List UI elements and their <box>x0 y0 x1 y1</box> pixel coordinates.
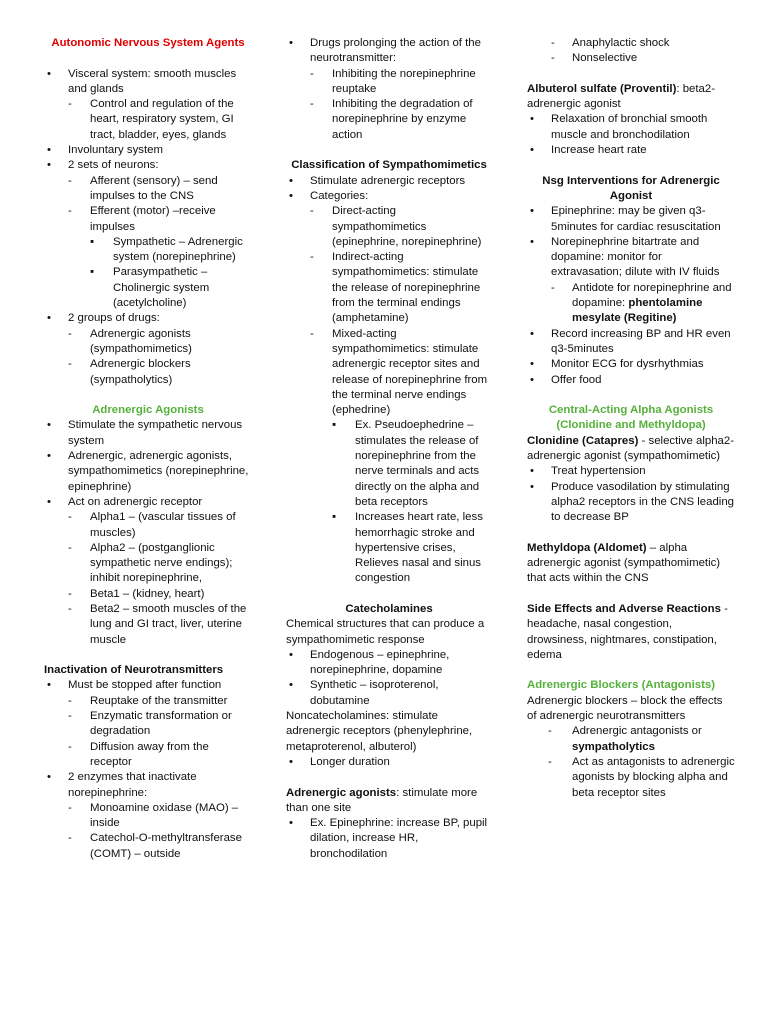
text-run: : beta2-adrenergic agonist <box>527 82 715 111</box>
dash-marker: - <box>548 725 552 738</box>
dash-marker: - <box>68 511 72 524</box>
bullet-icon: • <box>47 159 51 172</box>
list-item <box>44 801 252 832</box>
list-item-text: Stimulate the sympathetic nervous system <box>68 419 243 447</box>
paragraph <box>527 434 735 465</box>
list-item-text: Diffusion away from the receptor <box>90 740 209 768</box>
list-item-text: Visceral system: smooth muscles and glands <box>68 67 237 95</box>
text-run: – alpha adrenergic agonist (sympathomimetic) that acts within the CNS <box>527 541 721 585</box>
bullet-icon: • <box>289 817 293 830</box>
list-item-text: Norepinephrine bitartrate and dopamine: monitor for extravasation; dilute with IV fluids <box>551 235 720 279</box>
spacer <box>527 663 735 678</box>
column-2 <box>286 36 492 862</box>
list-item <box>286 250 492 326</box>
text-run: sympatholytics <box>572 740 655 753</box>
bullet-icon: • <box>47 144 51 157</box>
text-run: Antidote for norepinephrine and dopamine: <box>572 281 732 310</box>
list-item <box>286 174 492 189</box>
list-item <box>44 740 252 771</box>
list-item <box>286 678 492 709</box>
text-run: Adrenergic agonists <box>286 786 397 799</box>
text-run: phentolamine mesylate (Regitine) <box>572 297 703 325</box>
spacer <box>44 388 252 403</box>
paragraph <box>527 82 735 113</box>
square-bullet-icon: ▪ <box>332 419 337 432</box>
list-item <box>44 831 252 862</box>
list-item-text: Ex. Pseudoephedrine – stimulates the release of norepinephrine from the nerve terminals and acts directly on the alpha and beta receptors <box>355 419 480 508</box>
bullet-icon: • <box>47 419 51 432</box>
section-title: Classification of Sympathomimetics <box>291 159 487 172</box>
dash-marker: - <box>310 67 314 80</box>
list-item <box>44 449 252 495</box>
paragraph <box>527 678 735 693</box>
list-item-text: Beta2 – smooth muscles of the lung and GI tract, liver, uterine muscle <box>90 602 247 646</box>
text-run: Side Effects and Adverse Reactions <box>527 602 721 615</box>
spacer <box>527 388 735 403</box>
bullet-icon: • <box>289 174 293 187</box>
bullet-icon: • <box>530 465 534 478</box>
list-item-text: Inhibiting the degradation of norepinephrine by enzyme action <box>332 98 473 141</box>
list-item-text: Indirect-acting sympathomimetics: stimulate the release of norepinephrine from the terminal endings (amphetamine) <box>332 251 481 325</box>
list-item <box>44 235 252 266</box>
list-item <box>286 97 492 143</box>
paragraph <box>527 541 735 587</box>
list-item-text: Drugs prolonging the action of the neurotransmitter: <box>310 37 481 65</box>
text-run: Albuterol sulfate (Proventil) <box>527 82 677 95</box>
list-item <box>44 158 252 173</box>
bullet-icon: • <box>530 205 534 218</box>
text-run: Adrenergic blockers – block the effects of adrenergic neurotransmitters <box>527 694 723 723</box>
list-item-text: Parasympathetic – Cholinergic system (acetylcholine) <box>113 266 210 310</box>
list-item-text: Sympathetic – Adrenergic system (norepinephrine) <box>113 235 243 264</box>
bullet-icon: • <box>289 679 293 692</box>
list-item <box>527 373 735 388</box>
list-item <box>44 510 252 541</box>
list-item <box>527 755 735 801</box>
bullet-icon: • <box>289 755 293 768</box>
list-item <box>286 418 492 510</box>
bullet-icon: • <box>289 189 293 202</box>
spacer <box>527 526 735 541</box>
list-item-text: Act as antagonists to adrenergic agonists by blocking alpha and beta receptor sites <box>572 755 735 799</box>
list-item-text: Afferent (sensory) – send impulses to the CNS <box>90 174 218 202</box>
list-item <box>286 327 492 419</box>
list-item <box>44 311 252 326</box>
list-item-text: 2 sets of neurons: <box>68 159 159 172</box>
bullet-icon: • <box>289 648 293 661</box>
list-item-text: Monoamine oxidase (MAO) – inside <box>90 801 239 830</box>
list-item <box>44 327 252 358</box>
list-item-text: Nonselective <box>572 52 638 65</box>
list-item-text: Stimulate adrenergic receptors <box>310 174 466 187</box>
paragraph <box>286 617 492 648</box>
list-item <box>527 724 735 755</box>
bullet-icon: • <box>47 312 51 325</box>
list-item-text: Adrenergic blockers (sympatholytics) <box>90 358 191 386</box>
bullet-icon: • <box>530 144 534 157</box>
spacer <box>527 67 735 82</box>
bullet-icon: • <box>530 113 534 126</box>
list-item <box>44 678 252 693</box>
dash-marker: - <box>310 205 314 218</box>
list-item-text: Alpha1 – (vascular tissues of muscles) <box>90 511 236 539</box>
list-item-text: Direct-acting sympathomimetics (epinephrine, norepinephrine) <box>332 205 482 248</box>
paragraph <box>286 786 492 817</box>
list-item <box>44 602 252 648</box>
list-item-text: Catechol-O-methyltransferase (COMT) – outside <box>90 832 242 860</box>
list-item-text: Involuntary system <box>68 144 163 157</box>
list-item-text: Record increasing BP and HR even q3-5minutes <box>551 327 731 355</box>
column-1 <box>44 36 252 862</box>
list-item-text: Must be stopped after function <box>68 679 222 692</box>
dash-marker: - <box>68 801 72 814</box>
paragraph <box>527 694 735 725</box>
list-item-text: 2 groups of drugs: <box>68 312 160 325</box>
dash-marker: - <box>68 205 72 218</box>
bullet-icon: • <box>530 373 534 386</box>
spacer <box>44 51 252 66</box>
dash-marker: - <box>68 358 72 371</box>
list-item <box>44 770 252 801</box>
spacer <box>527 158 735 173</box>
square-bullet-icon: ▪ <box>90 235 95 248</box>
list-item <box>286 648 492 679</box>
list-item <box>527 143 735 158</box>
list-item-text: Alpha2 – (postganglionic sympathetic nerve endings); inhibit norepinephrine, <box>90 541 233 585</box>
list-item-text: Efferent (motor) –receive impulses <box>90 205 216 233</box>
list-item <box>44 174 252 205</box>
dash-marker: - <box>548 755 552 768</box>
dash-marker: - <box>68 694 72 707</box>
list-item-text: Treat hypertension <box>551 465 646 478</box>
paragraph <box>286 709 492 755</box>
text-run: Clonidine (Catapres) <box>527 434 639 447</box>
spacer <box>286 143 492 158</box>
bullet-icon: • <box>530 480 534 493</box>
dash-marker: - <box>551 52 555 65</box>
text-run: Noncatecholamines: stimulate adrenergic receptors (phenylephrine, metaproterenol, albuterol) <box>286 710 473 753</box>
list-item <box>44 357 252 388</box>
list-item-text: Increases heart rate, less hemorrhagic stroke and hypertensive crises, Relieves nasal and sinus congestion <box>355 511 483 585</box>
list-item <box>44 67 252 98</box>
text-run: Chemical structures that can produce a sympathomimetic response <box>286 618 485 646</box>
dash-marker: - <box>551 37 555 49</box>
list-item <box>286 510 492 586</box>
section-title: Nsg Interventions for Adrenergic Agonist <box>542 174 720 202</box>
list-item <box>286 755 492 770</box>
list-item <box>527 281 735 327</box>
square-bullet-icon: ▪ <box>332 511 337 524</box>
list-item-text: Relaxation of bronchial smooth muscle and bronchodilation <box>551 113 708 141</box>
list-item-text: 2 enzymes that inactivate norepinephrine: <box>68 771 197 799</box>
section-title: Catecholamines <box>345 602 433 615</box>
dash-marker: - <box>310 98 314 111</box>
list-item-text: Endogenous – epinephrine, norepinephrine, dopamine <box>310 648 450 677</box>
bullet-icon: • <box>47 495 51 508</box>
text-run: : stimulate more than one site <box>286 786 478 814</box>
bullet-icon: • <box>289 37 293 49</box>
bullet-icon: • <box>47 67 51 80</box>
bullet-icon: • <box>47 679 51 692</box>
spacer <box>286 770 492 785</box>
dash-marker: - <box>68 98 72 111</box>
paragraph <box>44 663 252 678</box>
list-item-text: Produce vasodilation by stimulating alpha2 receptors in the CNS leading to decrease BP <box>551 480 734 524</box>
list-item <box>527 480 735 526</box>
bullet-icon: • <box>530 327 534 340</box>
bullet-icon: • <box>47 450 51 463</box>
list-item-text: Monitor ECG for dysrhythmias <box>551 358 704 371</box>
dash-marker: - <box>68 832 72 845</box>
list-item-text: Longer duration <box>310 755 390 768</box>
list-item-text: Beta1 – (kidney, heart) <box>90 587 205 600</box>
list-item <box>286 816 492 862</box>
column-3 <box>527 36 735 801</box>
section-title: Central-Acting Alpha Agonists (Clonidine and Methyldopa) <box>548 404 714 432</box>
list-item <box>44 587 252 602</box>
list-item <box>44 418 252 449</box>
list-item-text: Increase heart rate <box>551 144 647 157</box>
list-item <box>44 541 252 587</box>
list-item <box>286 189 492 204</box>
list-item <box>44 143 252 158</box>
dash-marker: - <box>68 541 72 554</box>
bullet-icon: • <box>47 771 51 784</box>
dash-marker: - <box>310 327 314 340</box>
list-item-text: Epinephrine: may be given q3-5minutes for cardiac resuscitation <box>551 205 721 233</box>
square-bullet-icon: ▪ <box>90 266 95 279</box>
text-run: - headache, nasal congestion, drowsiness, nightmares, constipation, edema <box>527 602 728 661</box>
text-run: Methyldopa (Aldomet) <box>527 541 647 554</box>
list-item <box>527 464 735 479</box>
list-item <box>44 694 252 709</box>
list-item <box>44 97 252 143</box>
list-item <box>527 235 735 281</box>
list-item-text: Adrenergic, adrenergic agonists, sympathomimetics (norepinephrine, epinephrine) <box>68 450 249 493</box>
list-item <box>286 36 492 67</box>
spacer <box>44 648 252 663</box>
dash-marker: - <box>68 740 72 753</box>
dash-marker: - <box>68 710 72 723</box>
dash-marker: - <box>310 251 314 264</box>
list-item <box>44 265 252 311</box>
list-item <box>527 112 735 143</box>
paragraph <box>527 602 735 663</box>
list-item-text: Offer food <box>551 373 602 386</box>
dash-marker: - <box>68 602 72 615</box>
list-item-text: Anaphylactic shock <box>572 37 670 49</box>
list-item <box>44 495 252 510</box>
section-title: Adrenergic Agonists <box>92 404 204 417</box>
list-item <box>286 67 492 98</box>
text-run: Adrenergic antagonists or <box>572 725 702 738</box>
dash-marker: - <box>551 281 555 294</box>
bullet-icon: • <box>530 358 534 371</box>
list-item <box>286 204 492 250</box>
spacer <box>286 587 492 602</box>
bullet-icon: • <box>530 235 534 248</box>
list-item-text: Act on adrenergic receptor <box>68 495 203 508</box>
dash-marker: - <box>68 587 72 600</box>
list-item-text: Enzymatic transformation or degradation <box>90 710 232 738</box>
dash-marker: - <box>68 327 72 340</box>
list-item <box>44 709 252 740</box>
list-item-text: Adrenergic agonists (sympathomimetics) <box>90 327 192 355</box>
list-item-text: Categories: <box>310 189 369 202</box>
list-item-text: Synthetic – isoproterenol, dobutamine <box>310 679 439 707</box>
text-run: Inactivation of Neurotransmitters <box>44 664 224 677</box>
list-item <box>44 204 252 235</box>
list-item-text: Inhibiting the norepinephrine reuptake <box>332 67 476 95</box>
list-item <box>527 51 735 66</box>
text-run: - selective alpha2-adrenergic agonist (sympathomimetic) <box>527 434 734 463</box>
list-item-text: Control and regulation of the heart, respiratory system, GI tract, bladder, eyes, glands <box>90 98 234 141</box>
list-item <box>527 357 735 372</box>
list-item-text: Ex. Epinephrine: increase BP, pupil dilation, increase HR, bronchodilation <box>310 817 488 860</box>
list-item <box>527 327 735 358</box>
spacer <box>527 587 735 602</box>
list-item-text: Mixed-acting sympathomimetics: stimulate adrenergic receptor sites and release of norepinephrine from the terminal nerve endings (ephedrine) <box>332 327 488 417</box>
list-item <box>527 204 735 235</box>
dash-marker: - <box>68 174 72 187</box>
list-item <box>527 36 735 51</box>
list-item-text: Reuptake of the transmitter <box>90 694 228 707</box>
section-title: Autonomic Nervous System Agents <box>51 37 245 49</box>
text-run: Adrenergic Blockers (Antagonists) <box>527 679 715 692</box>
